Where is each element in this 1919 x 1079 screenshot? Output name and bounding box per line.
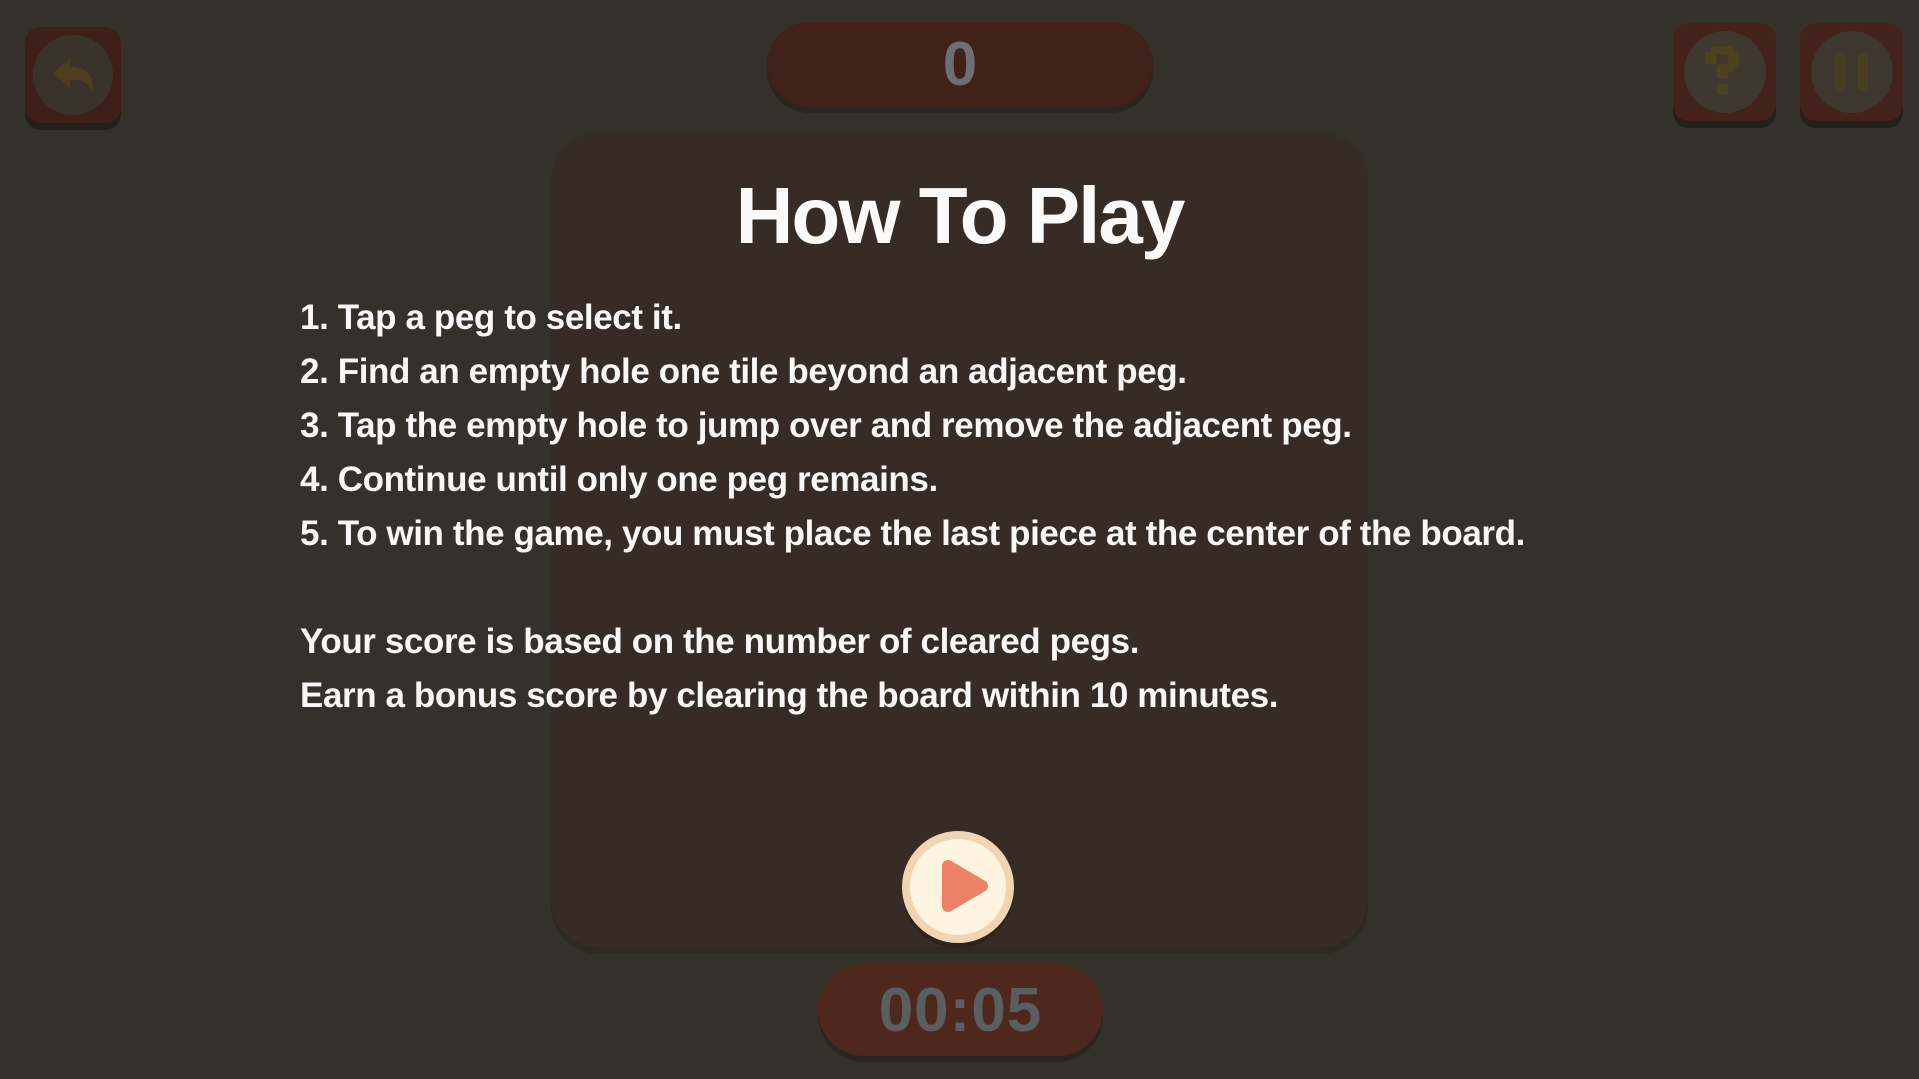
score-note: Your score is based on the number of cleared pegs.: [300, 622, 1140, 661]
instruction-step: 1. Tap a peg to select it.: [300, 298, 682, 337]
instructions-list: [300, 291, 1700, 723]
instruction-step: 5. To win the game, you must place the last piece at the center of the board.: [300, 514, 1525, 553]
spacer: [300, 561, 1700, 615]
play-triangle-icon: [923, 854, 994, 921]
instruction-step: 3. Tap the empty hole to jump over and remove the adjacent peg.: [300, 406, 1352, 445]
timer-value: 00:05: [878, 975, 1043, 1045]
instruction-step: 4. Continue until only one peg remains.: [300, 460, 938, 499]
score-value: 0: [942, 30, 978, 99]
play-button[interactable]: [902, 831, 1014, 943]
instruction-step: 2. Find an empty hole one tile beyond an adjacent peg.: [300, 352, 1187, 391]
modal-title: How To Play: [735, 171, 1184, 260]
bonus-note: Earn a bonus score by clearing the board within 10 minutes.: [300, 676, 1279, 715]
timer-display: [818, 964, 1103, 1056]
